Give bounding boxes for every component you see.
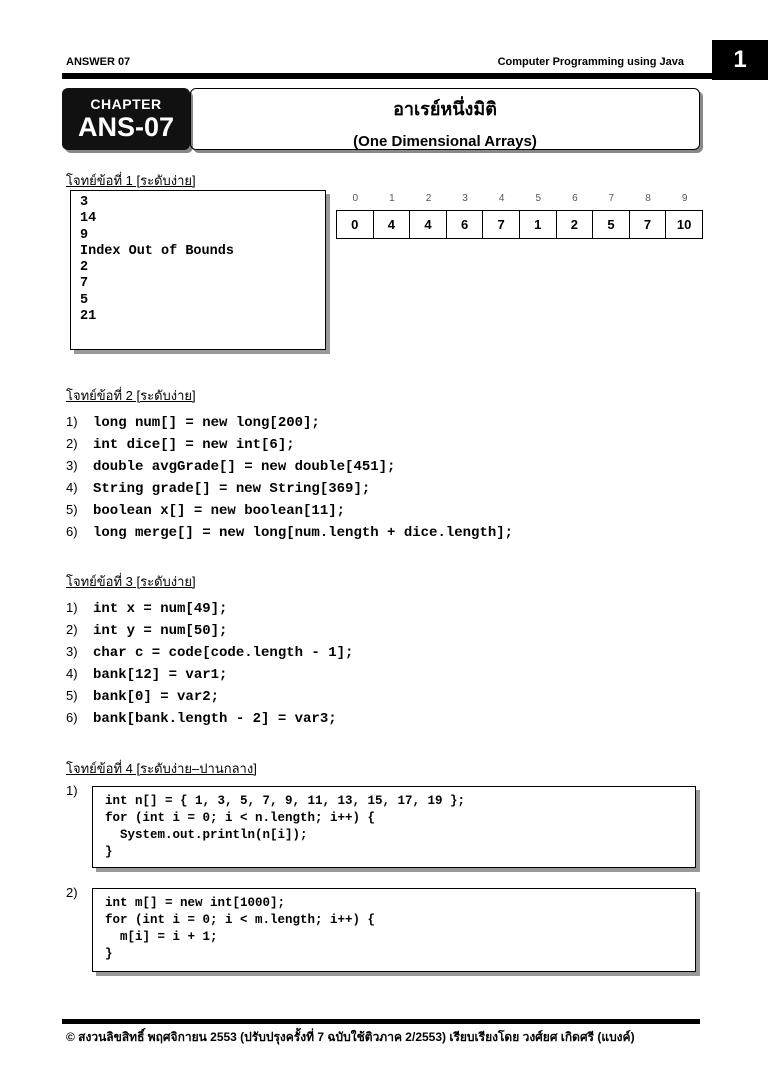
code-line	[66, 597, 227, 619]
line-number: 6)	[66, 524, 78, 539]
array-cell: 0	[336, 210, 374, 239]
array-cell: 6	[446, 210, 484, 239]
array-index: 3	[462, 193, 468, 204]
line-code: int x = num[49];	[93, 601, 228, 617]
code-line	[66, 433, 295, 455]
code-block: int m[] = new int[1000]; for (int i = 0; i < m.length; i++) { m[i] = i + 1; }	[105, 896, 376, 961]
footer-rule	[62, 1019, 700, 1024]
code-line	[66, 641, 353, 663]
array-index: 0	[352, 193, 359, 204]
line-number: 5)	[66, 502, 78, 517]
header-left: ANSWER 07	[66, 56, 131, 68]
code-line	[66, 477, 370, 499]
line-code: char c = code[code.length - 1];	[93, 645, 354, 661]
array-index: 7	[608, 193, 615, 204]
output-line: 2	[80, 260, 89, 276]
code-line	[66, 707, 337, 729]
footer-text: © สงวนลิขสิทธิ์ พฤศจิกายน 2553 (ปรับปรุงครั้งที่ 7 ฉบับใช้ติวภาค 2/2553) เรียบเรียงโดย วงศ์ยศ เกิดศรี (แบงค์)	[66, 1030, 635, 1044]
array-index: 5	[535, 193, 542, 204]
line-number: 3)	[66, 644, 78, 659]
chapter-title-box	[190, 88, 700, 150]
output-line: 9	[80, 227, 89, 243]
q4-code-box	[92, 888, 696, 972]
line-number: 3)	[66, 458, 78, 473]
code-line	[66, 411, 320, 433]
chapter-title-th: อาเรย์หนึ่งมิติ	[393, 99, 497, 119]
q4-heading: โจทย์ข้อที่ 4 [ระดับง่าย–ปานกลาง]	[66, 761, 257, 776]
code-line	[66, 455, 395, 477]
header-rule	[62, 73, 712, 79]
q4-item-number: 1)	[66, 783, 78, 798]
output-line: 14	[80, 211, 97, 227]
page-number: 1	[712, 40, 768, 80]
line-code: String grade[] = new String[369];	[93, 481, 371, 497]
line-number: 1)	[66, 414, 78, 429]
q4-item-number: 2)	[66, 885, 78, 900]
array-cell: 7	[629, 210, 667, 239]
line-number: 4)	[66, 480, 78, 495]
line-code: boolean x[] = new boolean[11];	[93, 503, 346, 519]
line-code: int y = num[50];	[93, 623, 228, 639]
array-index: 2	[425, 193, 432, 204]
line-code: bank[0] = var2;	[93, 689, 220, 705]
output-line: 5	[80, 292, 89, 308]
line-code: bank[12] = var1;	[93, 667, 228, 683]
q1-output-box	[70, 190, 326, 350]
line-code: bank[bank.length - 2] = var3;	[93, 711, 337, 727]
code-block: int n[] = { 1, 3, 5, 7, 9, 11, 13, 15, 17, 19 }; for (int i = 0; i < n.length; i++) { System.out.println(n[i]); }	[105, 794, 466, 859]
line-code: double avgGrade[] = new double[451];	[93, 459, 396, 475]
output-line: 21	[80, 309, 97, 325]
array-index: 6	[572, 193, 578, 204]
array-cell: 7	[482, 210, 520, 239]
code-line	[66, 663, 227, 685]
q1-heading: โจทย์ข้อที่ 1 [ระดับง่าย]	[66, 173, 196, 188]
line-code: long merge[] = new long[num.length + dice.length];	[93, 525, 514, 541]
code-line	[66, 499, 345, 521]
array-cell: 4	[373, 210, 411, 239]
array-cell: 10	[665, 210, 703, 239]
array-cell: 1	[519, 210, 557, 239]
array-cell: 5	[592, 210, 630, 239]
q2-heading: โจทย์ข้อที่ 2 [ระดับง่าย]	[66, 388, 196, 403]
code-line	[66, 619, 227, 641]
chapter-label: CHAPTER	[90, 96, 162, 112]
array-index: 1	[389, 193, 395, 204]
array-cell: 4	[409, 210, 447, 239]
array-index: 4	[498, 193, 505, 204]
header-right: Computer Programming using Java	[497, 56, 684, 68]
line-number: 2)	[66, 436, 78, 451]
array-index: 9	[681, 193, 688, 204]
chapter-code: ANS-07	[77, 112, 175, 142]
line-code: long num[] = new long[200];	[93, 415, 320, 431]
line-number: 6)	[66, 710, 78, 725]
line-number: 4)	[66, 666, 78, 681]
line-code: int dice[] = new int[6];	[93, 437, 295, 453]
chapter-badge	[62, 88, 190, 150]
output-line: 7	[80, 276, 89, 292]
code-line	[66, 521, 513, 543]
output-line: Index Out of Bounds	[80, 243, 234, 259]
array-cell: 2	[556, 210, 594, 239]
output-line: 3	[80, 195, 89, 210]
line-number: 1)	[66, 600, 78, 615]
chapter-title-en: (One Dimensional Arrays)	[353, 133, 537, 150]
q4-code-box	[92, 786, 696, 868]
q3-heading: โจทย์ข้อที่ 3 [ระดับง่าย]	[66, 574, 196, 589]
line-number: 2)	[66, 622, 78, 637]
q1-array-table	[337, 193, 703, 239]
code-line	[66, 685, 219, 707]
line-number: 5)	[66, 688, 78, 703]
array-index: 8	[645, 193, 651, 204]
